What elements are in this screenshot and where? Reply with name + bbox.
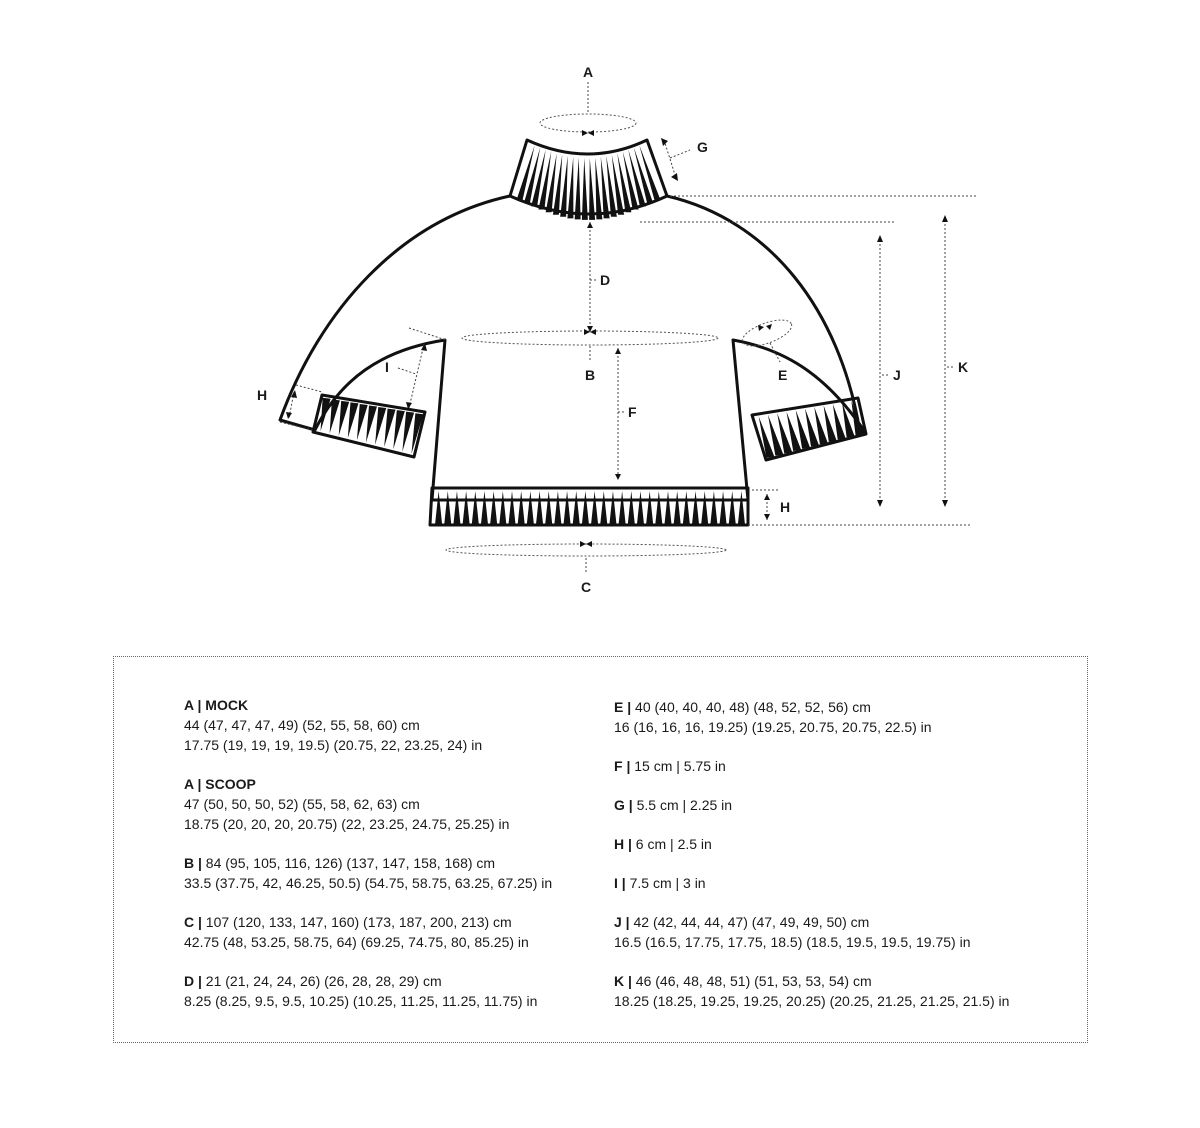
- a-arrows: [582, 130, 594, 136]
- measurement-value: 21 (21, 24, 24, 26) (26, 28, 28, 29) cm: [201, 973, 442, 989]
- label-k: K: [958, 359, 969, 375]
- measurement-key: C |: [184, 914, 202, 930]
- measurement-entry: [184, 774, 552, 834]
- hem-rib: [701, 491, 708, 524]
- hem-rib: [518, 491, 525, 524]
- hem-rib: [444, 491, 451, 524]
- c-arrows: [580, 541, 592, 547]
- measurement-key: D |: [184, 973, 202, 989]
- measurement-value: 42 (42, 44, 44, 47) (47, 49, 49, 50) cm: [629, 914, 870, 930]
- measurement-entry: [614, 756, 1009, 776]
- i-leader: [398, 368, 416, 374]
- measurement-heading: [614, 795, 1009, 815]
- measurement-value: 15 cm | 5.75 in: [630, 758, 726, 774]
- measurement-key: G |: [614, 797, 633, 813]
- measurement-value: 46 (46, 48, 48, 51) (51, 53, 53, 54) cm: [631, 973, 872, 989]
- collar-rib: [517, 145, 535, 200]
- hem-rib: [729, 491, 736, 524]
- hem-rib: [637, 491, 644, 524]
- measurement-heading: [614, 873, 1009, 893]
- measurement-key: A | SCOOP: [184, 776, 256, 792]
- hem-rib: [536, 491, 543, 524]
- hem-rib: [600, 491, 607, 524]
- measurement-entry: [614, 795, 1009, 815]
- hem-rib: [591, 491, 598, 524]
- measurement-value: 6 cm | 2.5 in: [631, 836, 712, 852]
- hem-rib: [655, 491, 662, 524]
- left-cuff-rib: [393, 410, 405, 449]
- a-ellipse: [540, 114, 636, 132]
- label-h-sleeve: H: [257, 387, 268, 403]
- label-i: I: [385, 359, 389, 375]
- measurement-key: B |: [184, 855, 202, 871]
- measurements-column-left: [184, 695, 552, 1030]
- measurement-line: 33.5 (37.75, 42, 46.25, 50.5) (54.75, 58.75, 63.25, 67.25) in: [184, 875, 553, 891]
- collar-rib: [589, 158, 595, 220]
- hem-rib: [490, 491, 497, 524]
- measurement-key: J |: [614, 914, 630, 930]
- hem-rib: [499, 491, 506, 524]
- hem-rib: [674, 491, 681, 524]
- measurement-key: F |: [614, 758, 631, 774]
- hem-rib: [646, 491, 653, 524]
- measurement-entry: [614, 873, 1009, 893]
- hem-rib: [720, 491, 727, 524]
- measurement-heading: [184, 853, 552, 873]
- measurement-value: 5.5 cm | 2.25 in: [632, 797, 733, 813]
- hem-rib: [509, 491, 516, 524]
- b-ellipse: [462, 331, 718, 345]
- measurement-entry: [614, 834, 1009, 854]
- measurement-key: I |: [614, 875, 626, 891]
- i-guide-top: [409, 328, 446, 340]
- collar-rib: [582, 158, 588, 220]
- left-cuff-rib: [366, 406, 377, 443]
- measurement-value: 107 (120, 133, 147, 160) (173, 187, 200, 213) cm: [201, 914, 512, 930]
- collar-rib: [567, 157, 573, 218]
- measurement-value: 7.5 cm | 3 in: [625, 875, 706, 891]
- hem-ribbing: [435, 491, 745, 524]
- hem-rib: [683, 491, 690, 524]
- measurement-heading: [184, 695, 552, 715]
- g-arrows: [661, 138, 678, 181]
- collar-rib: [601, 157, 610, 218]
- hem-rib: [692, 491, 699, 524]
- hem-rib: [738, 491, 745, 524]
- hem-rib: [527, 491, 534, 524]
- hem-rib: [573, 491, 580, 524]
- hem-rib: [481, 491, 488, 524]
- measurement-line: 47 (50, 50, 50, 52) (55, 58, 62, 63) cm: [184, 796, 420, 812]
- label-g: G: [697, 139, 708, 155]
- measurement-key: H |: [614, 836, 632, 852]
- measurement-key: E |: [614, 699, 632, 715]
- hem-rib: [554, 491, 561, 524]
- left-cuff-rib: [348, 402, 359, 438]
- measurement-heading: [614, 834, 1009, 854]
- hem-rib: [665, 491, 672, 524]
- label-d: D: [600, 272, 611, 288]
- measurement-line: 44 (47, 47, 47, 49) (52, 55, 58, 60) cm: [184, 717, 420, 733]
- measurement-key: A | MOCK: [184, 697, 249, 713]
- measurement-heading: [614, 971, 1009, 991]
- hem-rib: [435, 491, 442, 524]
- hem-rib: [628, 491, 635, 524]
- measurement-heading: [184, 971, 552, 991]
- left-cuff-rib: [384, 409, 395, 447]
- measurement-line: 8.25 (8.25, 9.5, 9.5, 10.25) (10.25, 11.25, 11.25, 11.75) in: [184, 993, 538, 1009]
- collar-rib: [575, 158, 581, 220]
- hem-rib: [582, 491, 589, 524]
- measurement-line: 42.75 (48, 53.25, 58.75, 64) (69.25, 74.75, 80, 85.25) in: [184, 934, 529, 950]
- measurement-entry: [614, 971, 1009, 1011]
- label-e: E: [778, 367, 788, 383]
- label-b: B: [584, 367, 596, 383]
- e-ellipse: [739, 315, 795, 352]
- hem-rib: [472, 491, 479, 524]
- i-line: [409, 344, 424, 408]
- measurement-heading: [614, 912, 1009, 932]
- measurement-heading: [184, 774, 552, 794]
- h-sleeve-guide-top: [296, 385, 322, 392]
- hem-rib: [564, 491, 571, 524]
- hem-rib: [619, 491, 626, 524]
- hem-rib: [710, 491, 717, 524]
- g-line: [664, 140, 676, 178]
- g-leader: [670, 150, 690, 158]
- measurement-entry: [184, 695, 552, 755]
- left-cuff-rib: [339, 401, 349, 436]
- measurement-entry: [184, 912, 552, 952]
- label-a: A: [582, 64, 594, 80]
- measurement-heading: [614, 697, 1009, 717]
- hem-rib: [453, 491, 460, 524]
- c-ellipse: [446, 544, 726, 556]
- measurement-value: 84 (95, 105, 116, 126) (137, 147, 158, 168) cm: [201, 855, 496, 871]
- measurement-line: 17.75 (19, 19, 19, 19.5) (20.75, 22, 23.25, 24) in: [184, 737, 483, 753]
- collar-rib: [553, 155, 562, 215]
- j-arrows: [877, 235, 883, 507]
- measurement-entry: [614, 912, 1009, 952]
- label-j: J: [893, 367, 901, 383]
- left-cuff-rib: [321, 398, 331, 431]
- label-h-hem: H: [780, 499, 791, 515]
- measurement-entry: [184, 971, 552, 1011]
- hem-rib: [609, 491, 616, 524]
- measurement-line: 18.25 (18.25, 19.25, 19.25, 20.25) (20.25, 21.25, 21.25, 21.5) in: [614, 993, 1010, 1009]
- measurements-column-right: [614, 697, 1009, 1030]
- label-c: C: [580, 579, 592, 595]
- measurement-line: 16 (16, 16, 16, 19.25) (19.25, 20.75, 20.75, 22.5) in: [614, 719, 932, 735]
- measurement-line: 16.5 (16.5, 17.75, 17.75, 18.5) (18.5, 19.5, 19.5, 19.75) in: [614, 934, 971, 950]
- measurement-value: 40 (40, 40, 40, 48) (48, 52, 52, 56) cm: [631, 699, 871, 715]
- measurement-entry: [184, 853, 552, 893]
- measurement-entry: [614, 697, 1009, 737]
- collar-ribbing: [517, 145, 661, 220]
- label-f: F: [628, 404, 637, 420]
- measurements-table: [113, 656, 1088, 1043]
- hem-rib: [463, 491, 470, 524]
- measurement-line: 18.75 (20, 20, 20, 20.75) (22, 23.25, 24.75, 25.25) in: [184, 816, 510, 832]
- left-cuff-rib: [357, 404, 368, 440]
- measurement-heading: [184, 912, 552, 932]
- measurement-heading: [614, 756, 1009, 776]
- measurement-key: K |: [614, 973, 632, 989]
- hem-rib: [545, 491, 552, 524]
- left-cuff-rib: [375, 407, 386, 445]
